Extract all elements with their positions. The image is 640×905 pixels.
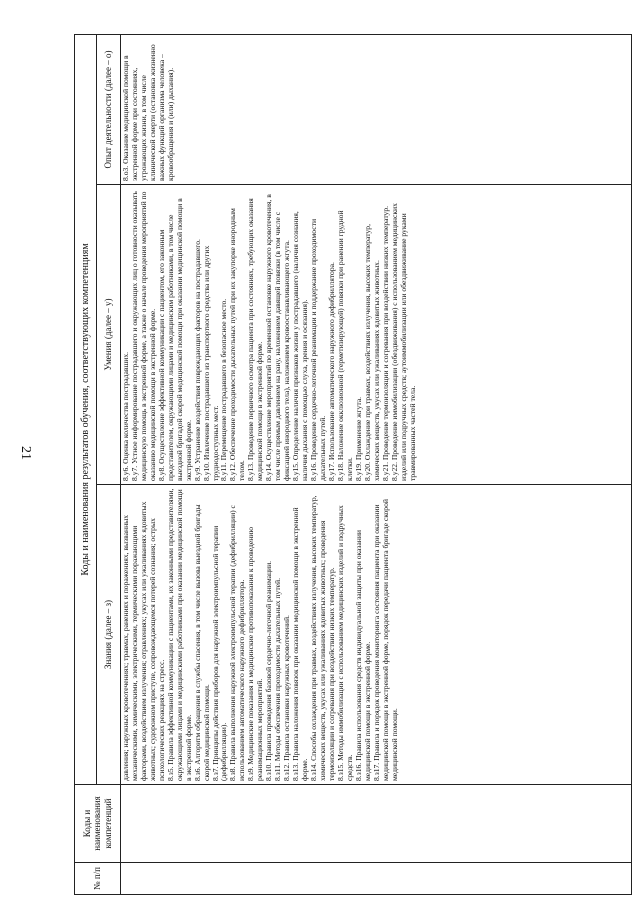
header-codes: Коды и наименования компетенций: [75, 785, 121, 863]
header-num: № п/п: [75, 863, 121, 895]
header-experience: Опыт деятельности (далее – о): [97, 35, 121, 185]
competency-table-rotated: [74, 35, 632, 895]
cell-num: [121, 863, 632, 895]
page-number: [10, 438, 40, 468]
cell-skills: 8.у6. Оценка количества пострадавших. 8.у7. Устное информирование пострадавшего и окружающих лиц о готовности оказывать медицинскую помощь в экстренной форме, а также о начале проведения мероприятий по оказанию медицинской помощи в экстренной форме. 8.у8. Осуществление эффективной коммуникации с пациентом, его законным представителем, окружающими лицами и медицинским работниками, в том числе выездной бригадой скорой медицинской помощи при оказании медицинской помощи в экстренной форме. 8.у9. Устранение воздействия повреждающих факторов на пострадавшего. 8.у10. Извлечение пострадавшего из транспортного средства или других труднодоступных мест. 8.у11. Перемещение пострадавшего в безопасное место. 8.у12. Обеспечение проходимости дыхательных путей при их закупорке инородным телом. 8.у13. Проведение первичного осмотра пациента при состояниях, требующих оказания медицинской помощи в экстренной форме. 8.у14. Осуществление мероприятий по временной остановке наружного кровотечения, в том числе прямым давлением на рану, наложением давящей повязки (в том числе с фиксацией инородного тела), наложением кровоостанавливающего жгута. 8.у15. Определение наличия признаков жизни у пострадавшего (наличия сознания, наличия дыхания с помощью слуха, зрения и осязания). 8.у16. Проведение сердечно-легочной реанимации и поддержание проходимости дыхательных путей. 8.у17. Использование автоматического наружного дефибриллятора. 8.у18. Наложение окклюзионной (герметизирующей) повязки при ранении грудной клетки. 8.у19. Применение жгута. 8.у20. Охлаждение при травмах, воздействиях излучения, высоких температур, химических веществ, укусах или ужаливаниях ядовитых животных. 8.у21. Проведение термоизоляции и согревания при воздействии низких температур. 8.у22. Проведение иммобилизации (обездвиживания) с использованием медицинских изделий или подручных средств; аутоиммобилизации или обездвиживание руками травмированных частей тела.: [121, 185, 632, 485]
page-number-text: 21: [18, 446, 33, 460]
cell-knowledge: давления; наружных кровотечениях; травмах, ранениях и поражениях, вызванных механическими, химическими, электрическими, термическими поражающими факторами, воздействием излучения; отравлениях; укусах или ужаливаниях ядовитых животных; судорожном приступе, сопровождающемся потерей сознания; острых психологических реакциях на стресс. 8.з5. Правила эффективной коммуникации с пациентами, их законными представителями, окружающими лицами и медицинскими работниками при оказании медицинской помощи в экстренной форме. 8.з6. Алгоритм обращения в службы спасения, в том числе вызова выездной бригады скорой медицинской помощи. 8.з7. Принципы действия приборов для наружной электроимпульсной терапии (дефибрилляции). 8.з8. Правила выполнения наружной электроимпульсной терапии (дефибрилляции) с использованием автоматического наружного дефибриллятора. 8.з9. Медицинские показания и медицинские противопоказания к проведению реанимационных мероприятий. 8.з10. Правила проведения базовой сердечно-легочной реанимации. 8.з11. Методы обеспечения проходимости дыхательных путей. 8.з12. Правила остановки наружных кровотечений. 8.з13. Правила наложения повязок при оказании медицинской помощи в экстренной форме. 8.з14. Способы охлаждения при травмах, воздействиях излучения, высоких температур, химических веществ, укусах или ужаливаниях ядовитых животных; проведения термоизоляции и согревания при воздействии низких температур. 8.з15. Методы иммобилизации с использованием медицинских изделий и подручных средств. 8.з16. Правила использования средств индивидуальной защиты при оказании медицинской помощи в экстренной форме. 8.з17. Правила и порядок проведения мониторинга состояния пациента при оказании медицинской помощи в экстренной форме, порядок передачи пациента бригаде скорой медицинской помощи.: [121, 485, 632, 785]
competency-table: [74, 34, 632, 895]
header-skills: Умения (далее – у): [97, 185, 121, 485]
header-main: Коды и наименования результатов обучения, соответствующих компетенциям: [75, 35, 97, 785]
cell-code: [121, 785, 632, 863]
header-knowledge: Знания (далее – з): [97, 485, 121, 785]
cell-experience: 8.о3. Оказание медицинской помощи в экстренной форме при состояниях, угрожающих жизни, в том числе клинической смерти (остановка жизненно важных функций организма человека – кровообращения и (или) дыхания).: [121, 35, 632, 185]
